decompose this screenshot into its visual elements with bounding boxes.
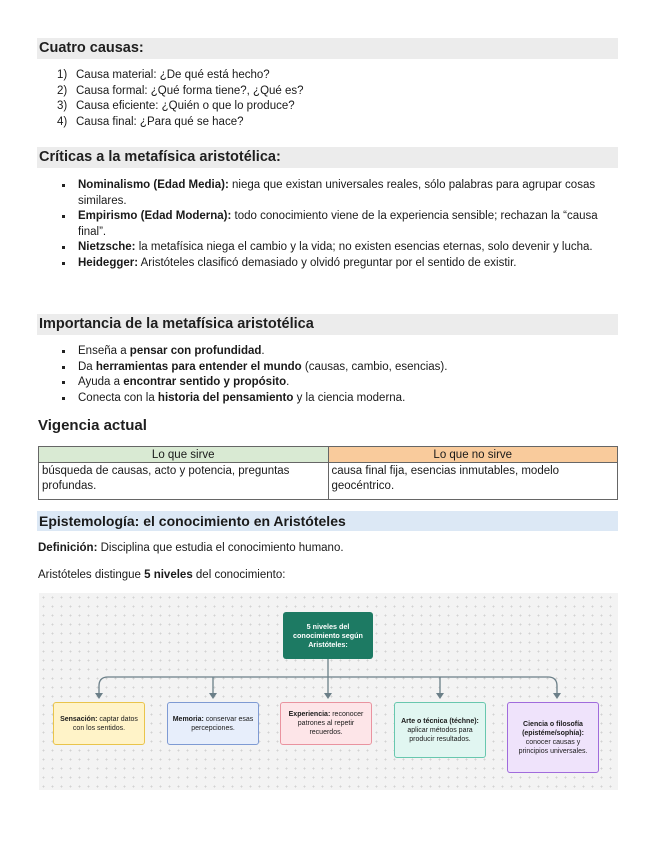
- list-item: Nietzsche: la metafísica niega el cambio y la vida; no existen esencias eternas, solo devenir y lucha.: [62, 240, 602, 256]
- list-item: 2) Causa formal: ¿Qué forma tiene?, ¿Qué es?: [57, 84, 304, 97]
- diagram-node-ciencia-filosofia: Ciencia o filosofía (epistéme/sophía): conocer causas y principios universales.: [507, 702, 599, 773]
- list-item: Conecta con la historia del pensamiento y la ciencia moderna.: [62, 391, 602, 407]
- heading-cuatro-causas: Cuatro causas:: [37, 38, 618, 59]
- list-item: Nominalismo (Edad Media): niega que existan universales reales, sólo palabras para agrupar cosas similares.: [62, 178, 602, 209]
- heading-epistemologia: Epistemología: el conocimiento en Aristóteles: [37, 511, 618, 531]
- causes-list: [57, 68, 304, 130]
- arrowhead: [324, 693, 332, 699]
- heading-criticas: Críticas a la metafísica aristotélica:: [37, 147, 618, 168]
- arrowhead: [436, 693, 444, 699]
- list-item: Heidegger: Aristóteles clasificó demasiado y olvidó preguntar por el sentido de existir.: [62, 256, 602, 272]
- vigencia-table: [38, 446, 618, 500]
- diagram-root-node: 5 niveles del conocimiento según Aristóteles:: [283, 612, 373, 659]
- list-item: Empirismo (Edad Moderna): todo conocimiento viene de la experiencia sensible; rechazan la “causa final”.: [62, 209, 602, 240]
- arrowhead: [553, 693, 561, 699]
- diagram-node-experiencia: Experiencia: reconocer patrones al repetir recuerdos.: [280, 702, 372, 745]
- table-header-sirve: Lo que sirve: [39, 447, 329, 463]
- list-item: Ayuda a encontrar sentido y propósito.: [62, 375, 602, 391]
- list-item: Da herramientas para entender el mundo (causas, cambio, esencias).: [62, 360, 602, 376]
- importancia-list: [62, 344, 602, 406]
- table-row: [39, 463, 618, 500]
- list-item: Enseña a pensar con profundidad.: [62, 344, 602, 360]
- heading-importancia: Importancia de la metafísica aristotélica: [37, 314, 618, 335]
- list-item: 4) Causa final: ¿Para qué se hace?: [57, 115, 244, 128]
- diagram-node-arte-tecnica: Arte o técnica (téchne): aplicar métodos para producir resultados.: [394, 702, 486, 758]
- knowledge-levels-diagram: [39, 593, 618, 790]
- heading-vigencia: Vigencia actual: [38, 417, 147, 434]
- levels-paragraph: Aristóteles distingue 5 niveles del conocimiento:: [38, 569, 286, 581]
- arrowhead: [209, 693, 217, 699]
- table-cell-no-sirve: causa final fija, esencias inmutables, modelo geocéntrico.: [328, 463, 618, 500]
- criticas-list: [62, 178, 602, 271]
- diagram-node-sensacion: Sensación: captar datos con los sentidos.: [53, 702, 145, 745]
- list-item: 3) Causa eficiente: ¿Quién o que lo produce?: [57, 100, 295, 112]
- diagram-node-memoria: Memoria: conservar esas percepciones.: [167, 702, 259, 745]
- arrowhead: [95, 693, 103, 699]
- table-header-no-sirve: Lo que no sirve: [328, 447, 618, 463]
- definition-paragraph: Definición: Disciplina que estudia el conocimiento humano.: [38, 542, 344, 554]
- list-item: 1) Causa material: ¿De qué está hecho?: [57, 69, 270, 81]
- table-cell-sirve: búsqueda de causas, acto y potencia, preguntas profundas.: [39, 463, 329, 500]
